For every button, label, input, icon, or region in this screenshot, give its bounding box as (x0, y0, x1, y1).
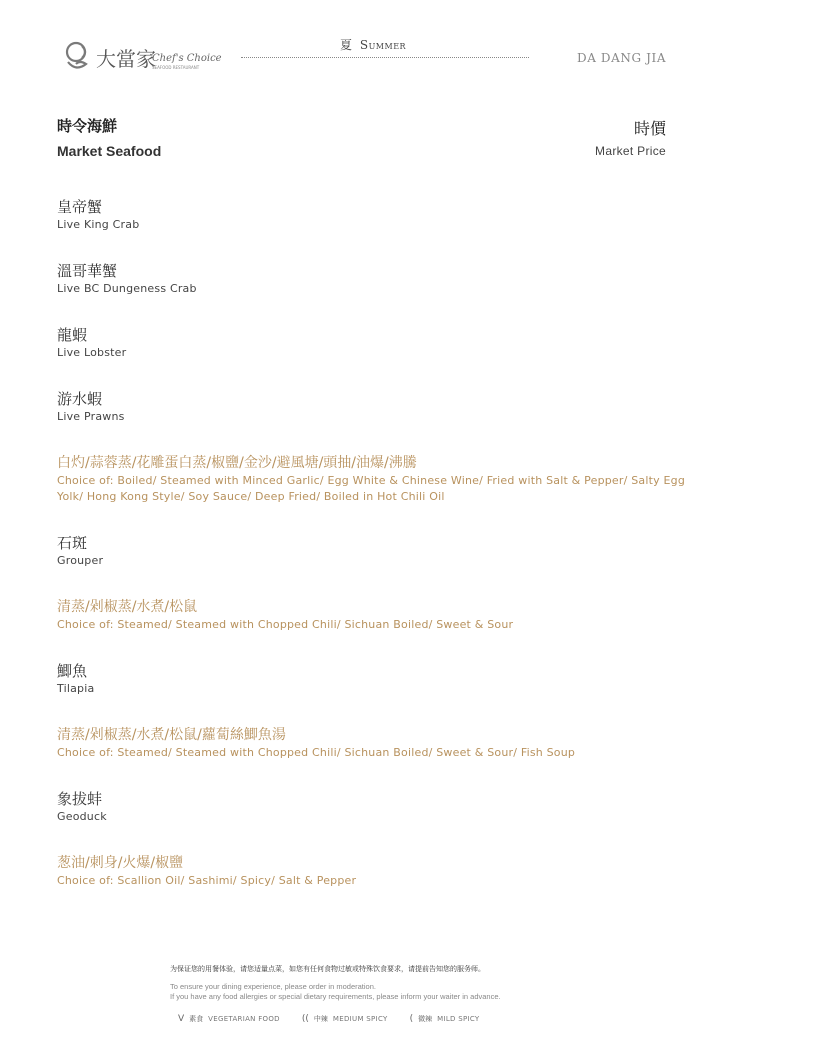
item-name-cn: 龍蝦 (57, 326, 88, 344)
item-name-en: Live Prawns (57, 410, 125, 423)
menu-item (57, 390, 125, 423)
options-cn: 白灼/蒜蓉蒸/花雕蛋白蒸/椒鹽/金沙/避風塘/頭抽/油爆/沸騰 (57, 455, 417, 471)
item-name-en: Live King Crab (57, 218, 140, 231)
legend-label-en: VEGETARIAN FOOD (208, 1015, 280, 1023)
chili-double-icon: (( (301, 1014, 309, 1024)
item-name-cn: 象拔蚌 (57, 790, 103, 808)
item-name-cn: 游水蝦 (57, 390, 103, 408)
section-title-en: Market Seafood (57, 143, 162, 159)
footer-note-en-line1: To ensure your dining experience, please order in moderation. (170, 982, 376, 991)
options-en: Choice of: Steamed/ Steamed with Chopped Chili/ Sichuan Boiled/ Sweet & Sour (57, 618, 514, 631)
legend-label-cn: 素食 (189, 1015, 204, 1023)
legend-label-en: MILD SPICY (437, 1015, 480, 1023)
svg-text:Chef's Choice: Chef's Choice (152, 53, 222, 64)
header-divider (241, 57, 529, 58)
chili-single-icon: ( (409, 1014, 414, 1024)
footer-note-en-line2: If you have any food allergies or special dietary requirements, please inform your waiter in advance. (170, 992, 501, 1001)
dietary-legend (178, 1014, 502, 1024)
menu-item (57, 198, 139, 231)
legend-label-cn: 中辣 (313, 1015, 328, 1023)
item-name-cn: 溫哥華蟹 (57, 262, 118, 280)
options-cn: 清蒸/剁椒蒸/水煮/松鼠 (57, 599, 198, 615)
brand-name: DA DANG JIA (577, 51, 667, 65)
item-name-en: Grouper (57, 554, 104, 567)
options-cn: 葱油/刺身/火爆/椒鹽 (57, 855, 184, 871)
footer-note-en (170, 982, 501, 1002)
svg-text:SEAFOOD RESTAURANT: SEAFOOD RESTAURANT (152, 65, 200, 70)
vegetarian-icon: V (178, 1014, 185, 1024)
legend-label-cn: 微辣 (418, 1015, 433, 1023)
cooking-options (57, 727, 697, 761)
season-en: Summer (359, 38, 407, 52)
restaurant-logo (60, 38, 222, 78)
cooking-options (57, 855, 697, 889)
options-en: Choice of: Scallion Oil/ Sashimi/ Spicy/ Salt & Pepper (57, 874, 357, 887)
season-label (340, 36, 406, 53)
legend-label-en: MEDIUM SPICY (332, 1015, 388, 1023)
price-label-en: Market Price (595, 144, 666, 158)
cooking-options (57, 599, 697, 633)
season-cn: 夏 (340, 38, 353, 52)
legend-vegetarian (178, 1014, 280, 1024)
item-name-en: Tilapia (57, 682, 95, 695)
logo-mark (60, 38, 222, 78)
menu-item (57, 262, 197, 295)
item-name-en: Live Lobster (57, 346, 127, 359)
footer-note-cn: 为保证您的用餐体验，请您适量点菜，如您有任何食物过敏或特殊饮食要求，请提前告知您的服务师。 (170, 965, 485, 973)
legend-mild-spicy (410, 1014, 480, 1024)
section-title-cn: 時令海鮮 (57, 117, 118, 135)
legend-medium-spicy (302, 1014, 388, 1024)
item-name-en: Live BC Dungeness Crab (57, 282, 197, 295)
options-en: Choice of: Steamed/ Steamed with Chopped Chili/ Sichuan Boiled/ Sweet & Sour/ Fish Soup (57, 746, 576, 759)
item-name-en: Geoduck (57, 810, 107, 823)
item-name-cn: 石斑 (57, 534, 88, 552)
svg-text:大當家: 大當家 (96, 47, 156, 71)
menu-item (57, 790, 107, 823)
menu-item (57, 662, 94, 695)
options-en: Choice of: Boiled/ Steamed with Minced Garlic/ Egg White & Chinese Wine/ Fried with Salt & Pepper/ Salty Egg Yolk/ Hong Kong Style/ Soy Sauce/ Deep Fried/ Boiled in Hot Chili Oil (57, 474, 686, 503)
item-name-cn: 鯽魚 (57, 662, 88, 680)
item-name-cn: 皇帝蟹 (57, 198, 103, 216)
cooking-options (57, 455, 697, 505)
menu-item (57, 534, 103, 567)
price-label-cn: 時價 (633, 119, 666, 138)
menu-item (57, 326, 126, 359)
options-cn: 清蒸/剁椒蒸/水煮/松鼠/蘿蔔絲鯽魚湯 (57, 727, 286, 743)
